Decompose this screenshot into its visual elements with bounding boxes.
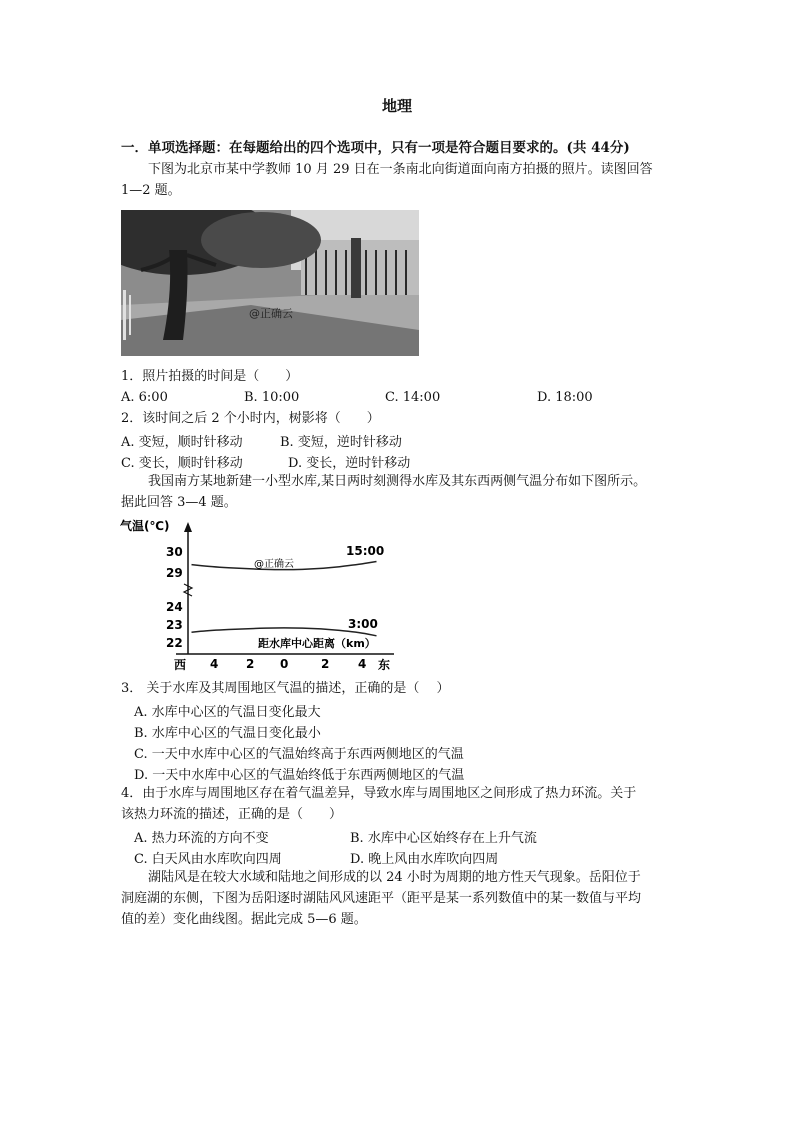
q4-option-a: A. 热力环流的方向不变 (134, 831, 269, 846)
axis-break (184, 584, 192, 596)
q4-stem-line1: 4．由于水库与周围地区存在着气温差异，导致水库与周围地区之间形成了热力环流。关于 (121, 786, 637, 801)
q2-option-a: A. 变短，顺时针移动 (121, 435, 243, 450)
q3-stem: 3． 关于水库及其周围地区气温的描述，正确的是（ ） (121, 681, 450, 696)
x-label-east: 东 (378, 658, 391, 672)
q2-stem: 2．该时间之后 2 个小时内，树影将（ ） (121, 411, 380, 426)
intro3-line1: 湖陆风是在较大水域和陆地之间形成的以 24 小时为周期的地方性天气现象。岳阳位于 (148, 870, 641, 885)
street-photo (121, 210, 419, 356)
q2-option-b: B. 变短，逆时针移动 (280, 435, 402, 450)
q4-option-c: C. 白天风由水库吹向四周 (134, 852, 282, 867)
x-tick-e2: 2 (321, 657, 330, 671)
intro3-line2: 洞庭湖的东侧，下图为岳阳逐时湖陆风风速距平（距平是某一系列数值中的某一数值与平均 (121, 891, 642, 906)
q3-option-b: B. 水库中心区的气温日变化最小 (134, 726, 321, 741)
q4-option-b: B. 水库中心区始终存在上升气流 (350, 831, 537, 846)
chart-watermark: @正确云 (254, 559, 294, 570)
y-tick-29: 29 (166, 566, 183, 580)
q3-option-d: D. 一天中水库中心区的气温始终低于东西两侧地区的气温 (134, 768, 465, 783)
intro2-line2: 据此回答 3—4 题。 (121, 495, 237, 510)
q4-option-d: D. 晚上风由水库吹向四周 (350, 852, 499, 867)
street-photo-drawing (121, 210, 419, 356)
y-tick-30: 30 (166, 545, 183, 559)
y-axis-arrow (184, 522, 192, 532)
page-title: 地理 (381, 97, 412, 115)
q1-option-d: D. 18:00 (537, 390, 593, 405)
x-tick-w2: 2 (246, 657, 255, 671)
chart-ylabel: 气温(℃) (120, 519, 170, 533)
section-heading: 一．单项选择题：在每题给出的四个选项中，只有一项是符合题目要求的。(共 44分) (121, 140, 630, 156)
intro1-line2: 1—2 题。 (121, 183, 181, 198)
q2-option-d: D. 变长，逆时针移动 (288, 456, 411, 471)
y-tick-24: 24 (166, 600, 183, 614)
q4-stem-line2: 该热力环流的描述，正确的是（ ） (121, 807, 343, 822)
q1-option-a: A. 6:00 (121, 390, 168, 405)
chart-xlabel: 距水库中心距离（km） (258, 637, 376, 650)
q2-option-c: C. 变长，顺时针移动 (121, 456, 243, 471)
q3-option-a: A. 水库中心区的气温日变化最大 (134, 705, 321, 720)
intro1-line1: 下图为北京市某中学教师 10 月 29 日在一条南北向街道面向南方拍摄的照片。读图回答 (148, 162, 653, 177)
x-label-west: 西 (174, 658, 187, 672)
q3-option-c: C. 一天中水库中心区的气温始终高于东西两侧地区的气温 (134, 747, 464, 762)
q1-stem: 1．照片拍摄的时间是（ ） (121, 369, 299, 384)
intro2-line1: 我国南方某地新建一小型水库,某日两时刻测得水库及其东西两侧气温分布如下图所示。 (148, 474, 647, 489)
watermark: @正确云 (249, 307, 293, 320)
y-tick-22: 22 (166, 636, 183, 650)
series-label-1500: 15:00 (346, 544, 385, 558)
intro3-line3: 值的差）变化曲线图。据此完成 5—6 题。 (121, 912, 367, 927)
q1-option-c: C. 14:00 (385, 390, 441, 405)
x-tick-0: 0 (280, 657, 289, 671)
series-label-0300: 3:00 (348, 617, 378, 631)
y-tick-23: 23 (166, 618, 183, 632)
q1-option-b: B. 10:00 (244, 390, 300, 405)
x-tick-w4: 4 (210, 657, 219, 671)
x-tick-e4: 4 (358, 657, 367, 671)
temperature-chart (116, 516, 416, 674)
